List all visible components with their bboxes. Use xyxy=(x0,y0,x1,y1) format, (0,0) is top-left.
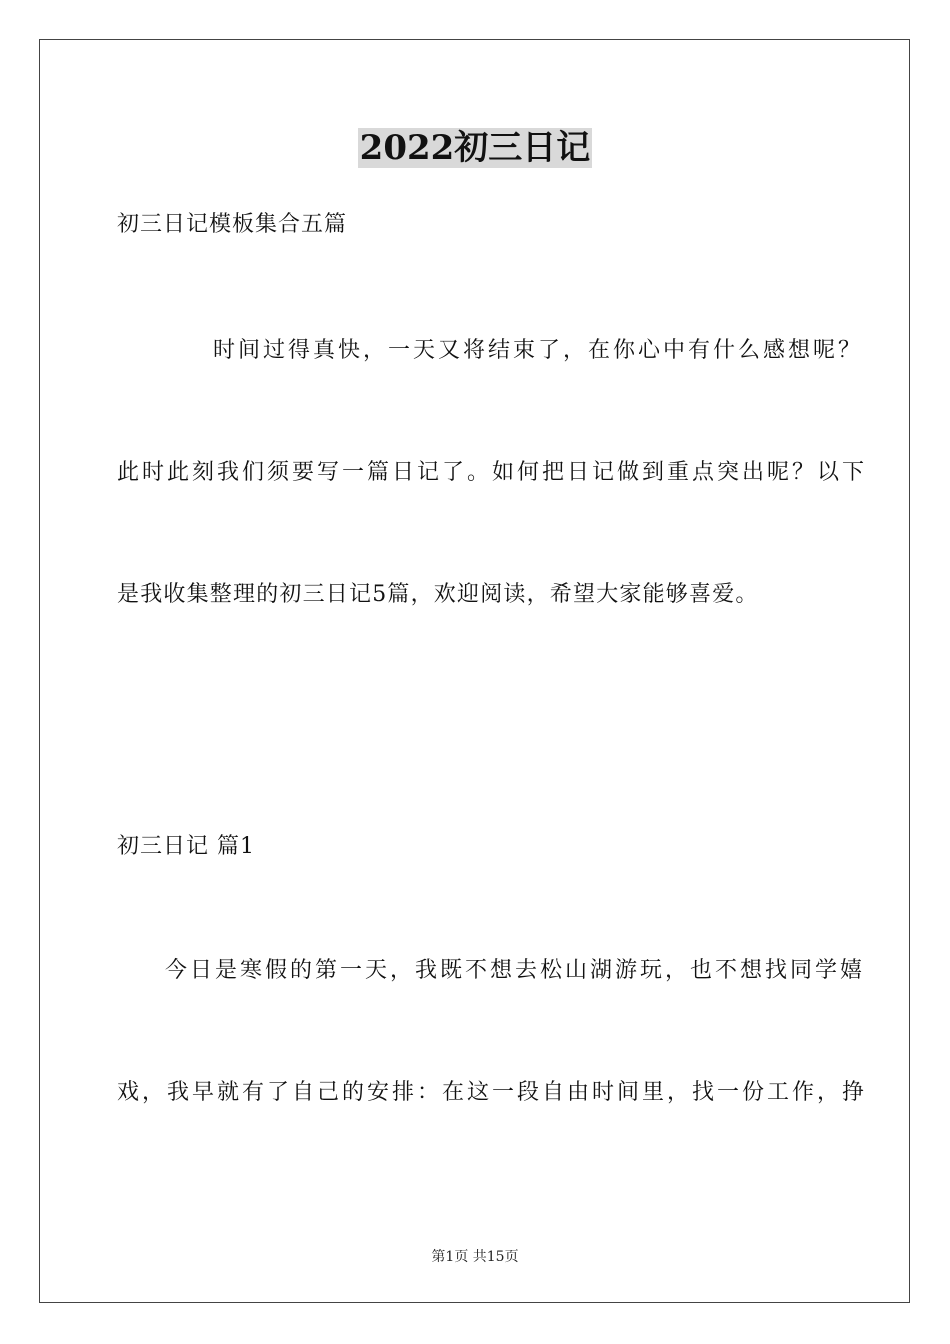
page-footer: 第1页 共15页 xyxy=(431,1249,519,1265)
document-title xyxy=(0,126,950,170)
intro-line-3: 是我收集整理的初三日记5篇，欢迎阅读，希望大家能够喜爱。 xyxy=(117,582,759,607)
section-line-1: 今日是寒假的第一天，我既不想去松山湖游玩，也不想找同学嬉 xyxy=(165,958,866,983)
document-subtitle: 初三日记模板集合五篇 xyxy=(117,212,348,237)
section-heading: 初三日记 篇1 xyxy=(117,834,255,859)
section-line-2: 戏，我早就有了自己的安排：在这一段自由时间里，找一份工作，挣 xyxy=(117,1080,868,1105)
intro-line-2: 此时此刻我们须要写一篇日记了。如何把日记做到重点突出呢？以下 xyxy=(117,460,868,485)
document-title-text: 2022初三日记 xyxy=(359,128,591,168)
intro-line-1: 时间过得真快，一天又将结束了，在你心中有什么感想呢？ xyxy=(213,338,864,363)
